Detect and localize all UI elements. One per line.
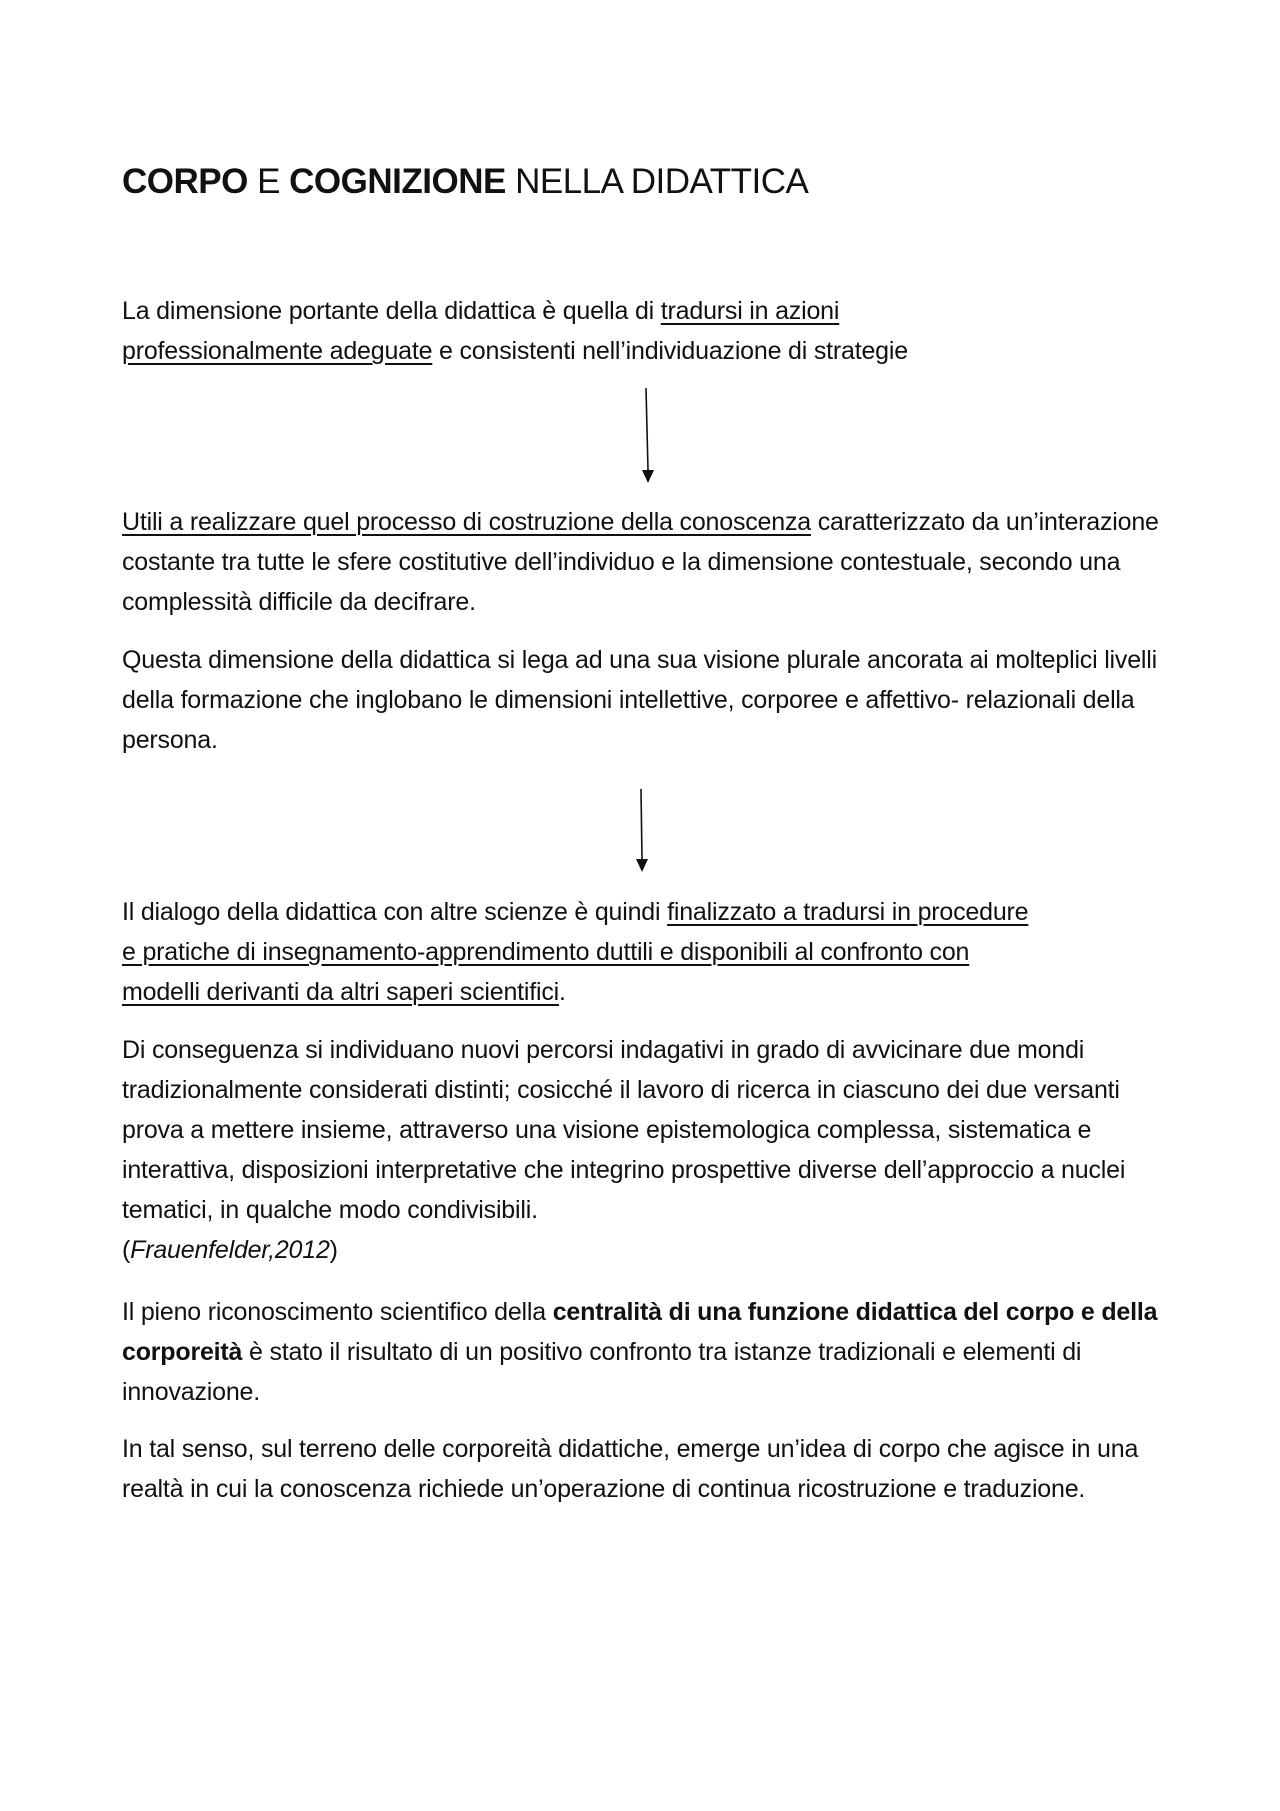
paragraph-1-text-b: e consistenti nell’individuazione di strategie: [432, 337, 908, 365]
citation-open-paren: (: [122, 1236, 131, 1264]
title-bold-cognizione: COGNIZIONE: [289, 162, 506, 201]
paragraph-2-text: caratterizzato da un’interazione costante tra tutte le sfere costitutive dell’individuo e la dimensione contestuale, secondo una complessità difficile da decifrare.: [122, 508, 1159, 616]
paragraph-3: Questa dimensione della didattica si lega ad una sua visione plurale ancorata ai molteplici livelli della formazione che inglobano le dimensioni intellettive, corporee e affettivo- relazionali della persona.: [122, 646, 1157, 754]
title-conjunction: E: [247, 162, 290, 201]
paragraph-4-line-3: [122, 978, 566, 1006]
citation: Frauenfelder,2012: [130, 1236, 330, 1264]
title-bold-corpo: CORPO: [122, 162, 248, 201]
paragraph-6-bold: centralità di una funzione didattica del corpo e della corporeità: [122, 1298, 1158, 1366]
paragraph-4: [122, 892, 1184, 1012]
paragraph-1-text-a: La dimensione portante della didattica è quella di: [122, 297, 661, 325]
paragraph-6: [122, 1292, 1184, 1412]
paragraph-4-period: .: [559, 978, 566, 1006]
paragraph-5: [122, 1030, 1184, 1270]
document-title: [122, 158, 808, 206]
paragraph-1-line-2: [122, 337, 908, 365]
paragraph-1-line-1: [122, 297, 839, 325]
paragraph-6-text-b: è stato il risultato di un positivo confronto tra istanze tradizionali e elementi di innovazione.: [122, 1338, 1082, 1406]
title-rest: NELLA DIDATTICA: [505, 162, 809, 201]
paragraph-4-underline-a: finalizzato a tradursi in procedure: [667, 898, 1029, 926]
paragraph-4-underline-b: e pratiche di insegnamento-apprendimento duttili e disponibili al confronto con: [122, 938, 970, 966]
paragraph-4-line-1: [122, 898, 1028, 926]
paragraph-1: [122, 291, 1184, 371]
paragraph-6-text-a: Il pieno riconoscimento scientifico della: [122, 1298, 553, 1326]
paragraph-4-text-a: Il dialogo della didattica con altre scienze è quindi: [122, 898, 668, 926]
paragraph-1-underline-b: professionalmente adeguate: [122, 337, 433, 365]
paragraph-1-underline-a: tradursi in azioni: [660, 297, 840, 325]
paragraph-7: In tal senso, sul terreno delle corporeità didattiche, emerge un’idea di corpo che agisce in una realtà in cui la conoscenza richiede un’operazione di continua ricostruzione e traduzione.: [122, 1435, 1139, 1503]
down-arrow-2: [631, 789, 655, 873]
paragraph-2: [122, 502, 1184, 622]
down-arrow-1: [636, 388, 660, 484]
paragraph-4-underline-c: modelli derivanti da altri saperi scientifici: [122, 978, 560, 1006]
paragraph-5-text: Di conseguenza si individuano nuovi percorsi indagativi in grado di avvicinare due mondi tradizionalmente considerati distinti; cosicché il lavoro di ricerca in ciascuno dei due versanti prova a mettere insieme, attraverso una visione epistemologica complessa, sistematica e interattiva, disposizioni interpretative che integrino prospettive diverse dell’approccio a nuclei tematici, in qualche modo condivisibili.: [122, 1036, 1126, 1224]
citation-close-paren: ): [329, 1236, 338, 1264]
paragraph-2-underline: Utili a realizzare quel processo di costruzione della conoscenza: [122, 508, 811, 536]
